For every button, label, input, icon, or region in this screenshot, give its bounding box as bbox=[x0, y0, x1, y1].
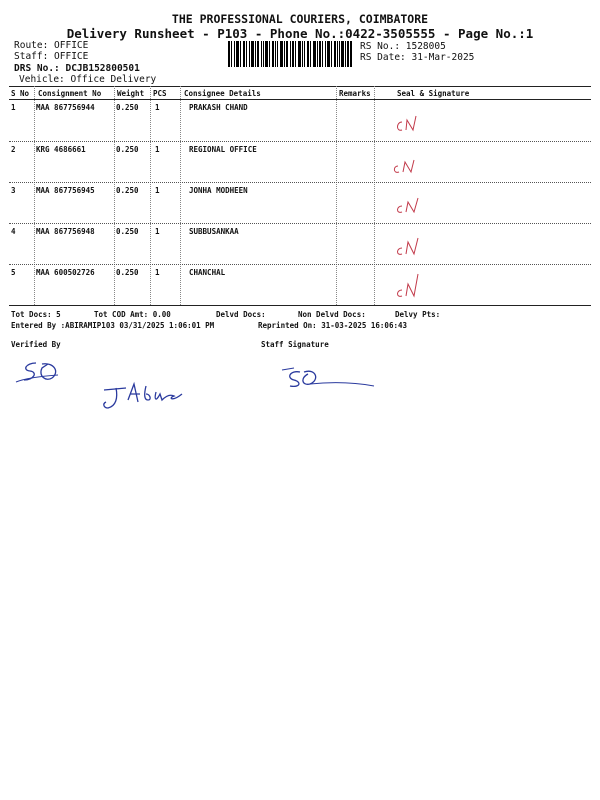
rs-date: RS Date: 31-Mar-2025 bbox=[360, 52, 475, 63]
delivered-docs: Delvd Docs: bbox=[216, 310, 266, 319]
staff: Staff: OFFICE bbox=[14, 51, 89, 62]
column-separator bbox=[34, 86, 35, 305]
barcode bbox=[228, 41, 352, 67]
column-separator bbox=[374, 86, 375, 305]
row-divider bbox=[9, 223, 591, 224]
row-divider bbox=[9, 182, 591, 183]
row-pcs: 1 bbox=[155, 145, 160, 154]
row-sno: 2 bbox=[11, 145, 16, 154]
staff-signature bbox=[280, 364, 380, 392]
seal-signature-mark bbox=[392, 268, 432, 302]
col-header-seal-signature: Seal & Signature bbox=[397, 89, 470, 98]
row-pcs: 1 bbox=[155, 227, 160, 236]
row-consignee: CHANCHAL bbox=[189, 268, 226, 277]
total-docs: Tot Docs: 5 bbox=[11, 310, 61, 319]
row-consignee: PRAKASH CHAND bbox=[189, 103, 248, 112]
row-consignment: KRG 4686661 bbox=[36, 145, 86, 154]
col-header-consignment: Consignment No bbox=[38, 89, 102, 98]
seal-signature-mark bbox=[390, 108, 430, 138]
company-name: THE PROFESSIONAL COURIERS, COIMBATORE bbox=[171, 12, 429, 26]
row-consignment: MAA 867756944 bbox=[36, 103, 95, 112]
table-top-rule bbox=[9, 86, 591, 87]
row-weight: 0.250 bbox=[116, 227, 139, 236]
column-separator bbox=[114, 86, 115, 305]
row-pcs: 1 bbox=[155, 186, 160, 195]
table-header-rule bbox=[9, 99, 591, 100]
drs-number: DRS No.: DCJB152800501 bbox=[14, 63, 140, 74]
seal-signature-mark bbox=[392, 230, 432, 260]
entered-by: Entered By :ABIRAMIP103 03/31/2025 1:06:01 PM bbox=[11, 321, 215, 330]
row-consignee: REGIONAL OFFICE bbox=[189, 145, 257, 154]
col-header-pcs: PCS bbox=[153, 89, 167, 98]
seal-signature-mark bbox=[388, 148, 428, 178]
row-divider bbox=[9, 264, 591, 265]
total-cod-amount: Tot COD Amt: 0.00 bbox=[94, 310, 171, 319]
row-weight: 0.250 bbox=[116, 145, 139, 154]
row-sno: 3 bbox=[11, 186, 16, 195]
row-sno: 4 bbox=[11, 227, 16, 236]
column-separator bbox=[180, 86, 181, 305]
table-bottom-rule bbox=[9, 305, 591, 306]
row-sno: 5 bbox=[11, 268, 16, 277]
verifier-initials bbox=[14, 358, 66, 386]
col-header-weight: Weight bbox=[117, 89, 145, 98]
staff-signature-label: Staff Signature bbox=[261, 340, 329, 349]
rs-number: RS No.: 1528005 bbox=[360, 41, 446, 52]
row-weight: 0.250 bbox=[116, 186, 139, 195]
verified-by-label: Verified By bbox=[11, 340, 61, 349]
row-consignee: JONHA MODHEEN bbox=[189, 186, 248, 195]
row-pcs: 1 bbox=[155, 103, 160, 112]
row-pcs: 1 bbox=[155, 268, 160, 277]
row-consignee: SUBBUSANKAA bbox=[189, 227, 239, 236]
row-sno: 1 bbox=[11, 103, 16, 112]
non-delivered-docs: Non Delvd Docs: bbox=[298, 310, 366, 319]
delivery-points: Delvy Pts: bbox=[395, 310, 441, 319]
column-separator bbox=[336, 86, 337, 305]
runsheet-title: Delivery Runsheet - P103 - Phone No.:0422-3505555 - Page No.:1 bbox=[66, 26, 534, 41]
verifier-signature bbox=[100, 380, 192, 412]
route: Route: OFFICE bbox=[14, 40, 89, 51]
column-separator bbox=[150, 86, 151, 305]
row-weight: 0.250 bbox=[116, 103, 139, 112]
col-header-consignee: Consignee Details bbox=[184, 89, 261, 98]
row-consignment: MAA 600502726 bbox=[36, 268, 95, 277]
col-header-remarks: Remarks bbox=[339, 89, 371, 98]
seal-signature-mark bbox=[390, 190, 430, 220]
col-header-sno: S No bbox=[11, 89, 30, 98]
reprinted-on: Reprinted On: 31-03-2025 16:06:43 bbox=[258, 321, 408, 330]
vehicle: Vehicle: Office Delivery bbox=[19, 74, 157, 85]
row-weight: 0.250 bbox=[116, 268, 139, 277]
row-divider bbox=[9, 141, 591, 142]
row-consignment: MAA 867756945 bbox=[36, 186, 95, 195]
row-consignment: MAA 867756948 bbox=[36, 227, 95, 236]
